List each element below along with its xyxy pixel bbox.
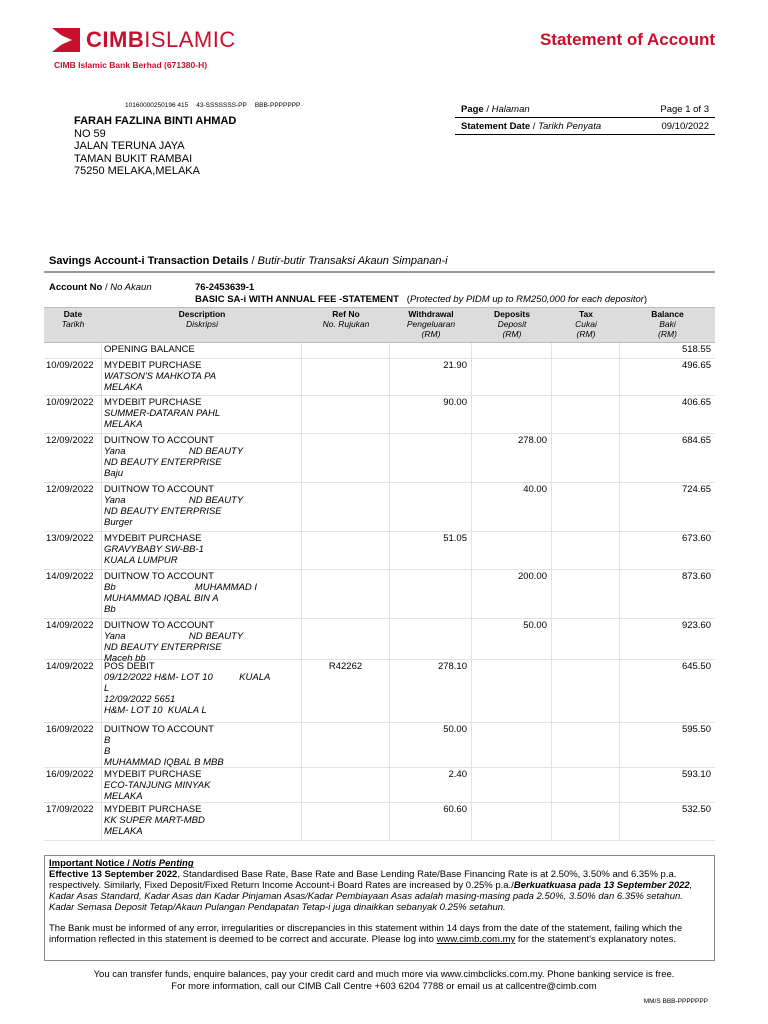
row-tax — [552, 434, 620, 482]
description-main: DUITNOW TO ACCOUNT — [104, 435, 214, 446]
row-ref — [302, 803, 390, 840]
row-balance: 593.10 — [681, 769, 711, 780]
table-row — [44, 768, 715, 803]
row-date: 16/09/2022 — [44, 723, 102, 767]
page-number: Page 1 of 3 — [660, 103, 709, 115]
row-withdrawal: 90.00 — [390, 396, 472, 433]
row-withdrawal — [390, 570, 472, 618]
row-deposit: 50.00 — [472, 619, 552, 659]
row-tax — [552, 483, 620, 531]
col-balance: Balance Baki (RM) — [651, 309, 684, 339]
description-detail: WATSON'S MAHKOTA PA — [104, 371, 217, 382]
page-row: Page / Halaman Page 1 of 3 — [455, 101, 715, 118]
description-detail: ECO-TANJUNG MINYAK — [104, 780, 211, 791]
table-row — [44, 723, 715, 768]
row-date: 14/09/2022 — [44, 570, 102, 618]
row-deposit: 200.00 — [472, 570, 552, 618]
row-tax — [552, 660, 620, 722]
footer-line: You can transfer funds, enquire balances, pay your credit card and much more via www.cimbclicks.com.my. Phone banking service is free. — [93, 969, 675, 980]
row-balance: 684.65 — [681, 435, 711, 446]
description-detail: Burger — [104, 517, 133, 528]
description-detail: KUALA LUMPUR — [104, 555, 178, 566]
row-balance: 496.65 — [681, 360, 711, 371]
row-tax — [552, 803, 620, 840]
table-row — [44, 570, 715, 619]
description-detail: ND BEAUTY ENTERPRISE — [104, 457, 222, 468]
description-detail: MELAKA — [104, 826, 143, 837]
description-detail: L — [104, 683, 110, 694]
description-main: DUITNOW TO ACCOUNT — [104, 571, 214, 582]
row-balance: 406.65 — [681, 397, 711, 408]
row-balance: 518.55 — [681, 344, 711, 355]
pidm-protection: Protected by PIDM up to RM250,000 for each depositor — [409, 294, 644, 305]
section-divider — [44, 271, 715, 273]
row-withdrawal — [390, 343, 472, 358]
row-withdrawal — [390, 434, 472, 482]
description-main: DUITNOW TO ACCOUNT — [104, 724, 214, 735]
table-row — [44, 343, 715, 359]
document-title: Statement of Account — [539, 30, 715, 49]
description-detail: Bb MUHAMMAD I — [104, 582, 258, 593]
table-row — [44, 396, 715, 434]
row-description — [102, 570, 302, 618]
row-ref: R42262 — [302, 660, 390, 722]
account-info: Account No / No Akaun 76-2453639-1 BASIC SA-i WITH ANNUAL FEE -STATEMENT (Protected by PIDM up to RM250,000 for each depositor) — [49, 282, 648, 305]
row-withdrawal: 60.60 — [390, 803, 472, 840]
description-detail: 12/09/2022 5651 — [104, 694, 176, 705]
description-detail: KK SUPER MART-MBD — [104, 815, 205, 826]
bank-registration: CIMB Islamic Bank Berhad (671380-H) — [54, 60, 208, 70]
description-main: POS DEBIT — [104, 661, 155, 672]
statement-date: 09/10/2022 — [661, 120, 709, 132]
row-ref — [302, 532, 390, 569]
description-detail: Baju — [104, 468, 124, 479]
row-date: 12/09/2022 — [44, 434, 102, 482]
row-ref — [302, 396, 390, 433]
row-ref — [302, 483, 390, 531]
statement-date-row: Statement Date / Tarikh Penyata 09/10/2022 — [455, 118, 715, 135]
description-detail: Yana ND BEAUTY — [104, 495, 244, 506]
account-number: 76-2453639-1 — [195, 282, 255, 293]
customer-address — [74, 115, 236, 178]
row-withdrawal: 2.40 — [390, 768, 472, 802]
footer — [0, 969, 768, 993]
description-detail: B — [104, 746, 111, 757]
row-deposit — [472, 532, 552, 569]
row-withdrawal: 50.00 — [390, 723, 472, 767]
row-description — [102, 768, 302, 802]
address-line: 75250 MELAKA,MELAKA — [74, 165, 200, 177]
row-balance: 724.65 — [681, 484, 711, 495]
col-date: Date Tarikh — [61, 309, 85, 329]
description-detail: Bb — [104, 604, 116, 615]
account-product: BASIC SA-i WITH ANNUAL FEE -STATEMENT — [195, 294, 399, 305]
row-balance: 532.50 — [681, 804, 711, 815]
description-detail: Yana ND BEAUTY — [104, 446, 244, 457]
row-date — [44, 343, 102, 358]
row-date: 14/09/2022 — [44, 660, 102, 722]
row-description — [102, 483, 302, 531]
row-description — [102, 359, 302, 395]
cimb-website-link[interactable]: www.cimb.com.my — [436, 934, 516, 945]
row-description — [102, 532, 302, 569]
row-withdrawal: 51.05 — [390, 532, 472, 569]
table-header — [44, 307, 715, 343]
col-withdrawal: Withdrawal Pengeluaran (RM) — [406, 309, 456, 339]
row-date: 10/09/2022 — [44, 396, 102, 433]
description-detail: SUMMER-DATARAN PAHL — [104, 408, 221, 419]
description-detail: 09/12/2022 H&M- LOT 10 KUALA — [104, 672, 271, 683]
row-ref — [302, 359, 390, 395]
important-notice: Important Notice / Notis Penting Effective 13 September 2022, Standardised Base Rate, Base Rate and Base Lending Rate/Base Financing Rate is at 2.50%, 3.50% and 6.35% p.a. respectively. Similarly, Fixed Deposit/Fixed Return Income Account-i Board Rates are increased by 0.25% p.a./Berkuatkuasa pada 13 September 2022, Kadar Asas Standard, Kadar Asas dan Kadar Pinjaman Asas/Kadar Pembiayaan Asas adalah masing-masing pada 2.50%, 3.50% dan 6.35% setahun. Kadar Semasa Deposit Tetap/Akaun Pulangan Pendapatan Tetap-i juga dinaikkan sebanyak 0.25% setahun. The Bank must be informed of any error, irregularities or discrepancies in this statement within 14 days from the date of the statement, failing which the information reflected in this statement is deemed to be correct and accurate. Please log into www.cimb.com.my for the statement's explanatory notes. — [44, 855, 715, 961]
row-description — [102, 343, 302, 358]
footer-line: For more information, call our CIMB Call Centre +603 6204 7788 or email us at callcentre@cimb.com — [171, 981, 597, 992]
table-row — [44, 660, 715, 723]
description-main: OPENING BALANCE — [104, 344, 195, 355]
row-withdrawal — [390, 483, 472, 531]
row-tax — [552, 619, 620, 659]
description-detail: H&M- LOT 10 KUALA L — [104, 705, 207, 716]
row-deposit: 278.00 — [472, 434, 552, 482]
row-ref — [302, 570, 390, 618]
row-ref — [302, 768, 390, 802]
address-line: NO 59 — [74, 127, 106, 140]
row-deposit — [472, 343, 552, 358]
description-detail: ND BEAUTY ENTERPRISE — [104, 642, 222, 653]
row-description — [102, 660, 302, 722]
row-deposit — [472, 768, 552, 802]
row-ref — [302, 723, 390, 767]
description-main: MYDEBIT PURCHASE — [104, 360, 202, 371]
cimb-logo-icon — [52, 28, 80, 52]
row-deposit — [472, 396, 552, 433]
description-detail: MUHAMMAD IQBAL B MBB — [104, 757, 224, 768]
row-deposit — [472, 723, 552, 767]
col-tax: Tax Cukai (RM) — [575, 309, 597, 339]
description-main: MYDEBIT PURCHASE — [104, 533, 202, 544]
col-ref: Ref No No. Rujukan — [322, 309, 370, 329]
description-main: MYDEBIT PURCHASE — [104, 804, 202, 815]
row-tax — [552, 359, 620, 395]
row-description — [102, 396, 302, 433]
table-body — [44, 343, 715, 841]
row-date: 12/09/2022 — [44, 483, 102, 531]
address-line: JALAN TERUNA JAYA — [74, 140, 185, 152]
description-detail: MELAKA — [104, 791, 143, 802]
table-row — [44, 803, 715, 841]
row-ref — [302, 343, 390, 358]
row-balance: 673.60 — [681, 533, 711, 544]
row-balance: 923.60 — [681, 620, 711, 631]
row-deposit — [472, 803, 552, 840]
row-tax — [552, 343, 620, 358]
description-detail: MELAKA — [104, 419, 143, 430]
table-row — [44, 532, 715, 570]
row-withdrawal — [390, 619, 472, 659]
description-detail: MUHAMMAD IQBAL BIN A — [104, 593, 219, 604]
customer-name: FARAH FAZLINA BINTI AHMAD — [74, 115, 237, 127]
row-description — [102, 434, 302, 482]
row-tax — [552, 768, 620, 802]
table-row — [44, 619, 715, 664]
row-description — [102, 803, 302, 840]
row-tax — [552, 532, 620, 569]
row-date: 16/09/2022 — [44, 768, 102, 802]
row-tax — [552, 723, 620, 767]
statement-meta — [455, 101, 715, 135]
row-balance: 595.50 — [681, 724, 711, 735]
row-deposit — [472, 660, 552, 722]
logo-wordmark: CIMBISLAMIC — [86, 27, 236, 52]
row-date: 14/09/2022 — [44, 619, 102, 659]
table-row — [44, 434, 715, 483]
description-detail: B — [104, 735, 111, 746]
row-description — [102, 723, 302, 767]
description-main: DUITNOW TO ACCOUNT — [104, 484, 214, 495]
description-detail: Maceh bb — [104, 653, 146, 664]
row-date: 17/09/2022 — [44, 803, 102, 840]
row-withdrawal: 21.90 — [390, 359, 472, 395]
transactions-table — [44, 307, 715, 841]
row-ref — [302, 434, 390, 482]
row-deposit: 40.00 — [472, 483, 552, 531]
address-line: TAMAN BUKIT RAMBAI — [74, 152, 193, 165]
table-row — [44, 359, 715, 396]
row-date: 10/09/2022 — [44, 359, 102, 395]
row-balance: 645.50 — [681, 661, 711, 672]
description-main: MYDEBIT PURCHASE — [104, 769, 202, 780]
description-detail: Yana ND BEAUTY — [104, 631, 244, 642]
mail-code: 10160000250196 415 43-SSSSSSS-PP BBB-PPPPPPP — [125, 102, 301, 109]
row-date: 13/09/2022 — [44, 532, 102, 569]
section-title: Savings Account-i Transaction Details / Butir-butir Transaksi Akaun Simpanan-i — [49, 255, 448, 267]
description-detail: GRAVYBABY SW-BB-1 — [104, 544, 204, 555]
row-tax — [552, 396, 620, 433]
row-balance: 873.60 — [681, 571, 711, 582]
cimb-islamic-logo — [52, 26, 236, 54]
page-code: MM/S BBB-PPPPPPP — [643, 998, 708, 1005]
row-description — [102, 619, 302, 664]
description-main: MYDEBIT PURCHASE — [104, 397, 202, 408]
col-description: Description Diskripsi — [178, 309, 226, 329]
table-row — [44, 483, 715, 532]
description-main: DUITNOW TO ACCOUNT — [104, 620, 214, 631]
col-deposits: Deposits Deposit (RM) — [494, 309, 530, 339]
description-detail: ND BEAUTY ENTERPRISE — [104, 506, 222, 517]
row-ref — [302, 619, 390, 659]
row-deposit — [472, 359, 552, 395]
row-withdrawal: 278.10 — [390, 660, 472, 722]
row-tax — [552, 570, 620, 618]
description-detail: MELAKA — [104, 382, 143, 393]
